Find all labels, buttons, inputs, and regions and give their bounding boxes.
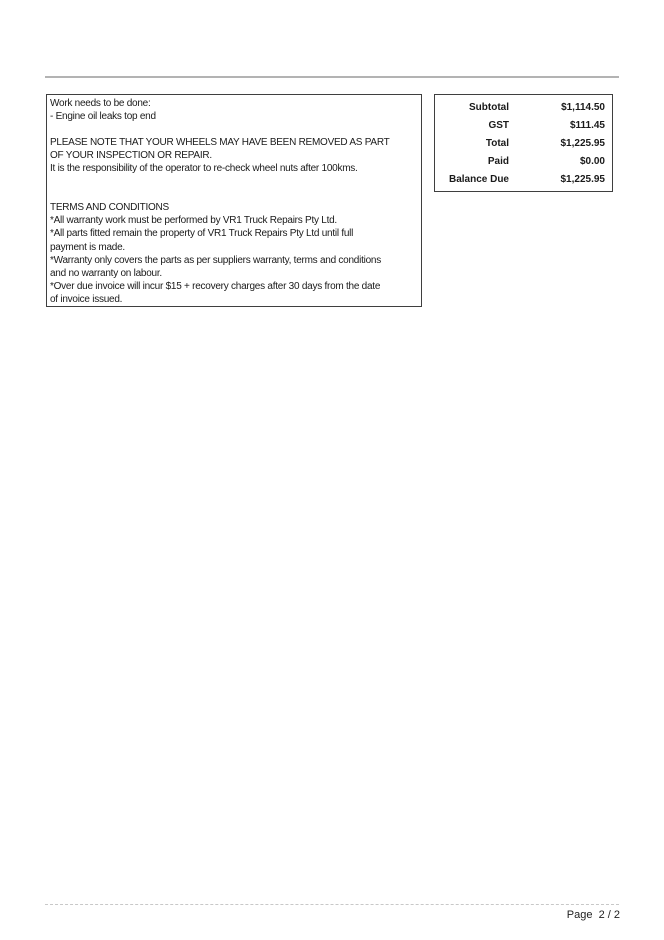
subtotal-value: $1,114.50 [561,101,605,113]
totals-row-balance-due [435,174,612,185]
terms-line: *Warranty only covers the parts as per suppliers warranty, terms and conditions [50,254,381,266]
paid-value: $0.00 [579,155,605,167]
subtotal-label: Subtotal [469,101,509,113]
totals-row-total [435,138,612,149]
note-line: OF YOUR INSPECTION OR REPAIR. [50,150,212,162]
terms-line: *All warranty work must be performed by VR1 Truck Repairs Pty Ltd. [50,215,337,227]
note-line-blank [50,123,418,136]
page-number-footer: Page 2 / 2 [566,909,620,921]
terms-heading: TERMS AND CONDITIONS [50,202,169,214]
terms-line: payment is made. [50,241,125,253]
totals-row-gst [435,120,612,131]
invoice-totals-box [434,94,613,192]
note-line: It is the responsibility of the operator to re-check wheel nuts after 100kms. [50,163,358,175]
paid-label: Paid [487,155,509,167]
bottom-divider-rule [45,904,619,905]
terms-line: *Over due invoice will incur $15 + recovery charges after 30 days from the date [50,280,381,292]
total-value: $1,225.95 [560,137,605,149]
totals-row-subtotal [435,102,612,113]
top-divider-rule [45,76,619,78]
terms-line: and no warranty on labour. [50,267,162,279]
terms-line: *All parts fitted remain the property of VR1 Truck Repairs Pty Ltd until full [50,228,354,240]
work-notes-terms-box [46,94,422,307]
note-line: Work needs to be done: [50,98,151,109]
gst-value: $111.45 [569,119,605,131]
totals-row-paid [435,156,612,167]
note-line-blank [50,175,418,188]
note-line: - Engine oil leaks top end [50,111,156,123]
gst-label: GST [488,119,509,131]
balance-due-value: $1,225.95 [560,173,605,185]
balance-due-label: Balance Due [448,173,509,185]
total-label: Total [485,137,509,149]
terms-line: of invoice issued. [50,293,123,305]
note-line: PLEASE NOTE THAT YOUR WHEELS MAY HAVE BEEN REMOVED AS PART [50,137,390,149]
note-line-blank [50,188,418,201]
